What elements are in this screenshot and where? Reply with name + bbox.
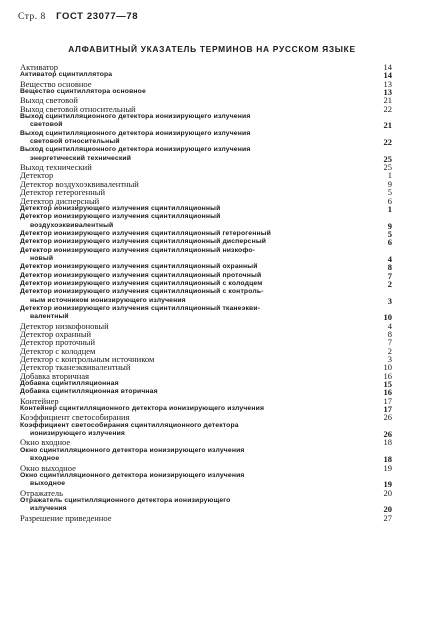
index-entry — [20, 213, 392, 221]
entry-page-number: 6 — [387, 195, 392, 206]
index-entry — [20, 238, 392, 246]
entry-page-number: 20 — [383, 487, 392, 498]
entry-term: Выход световой относительный — [20, 103, 136, 114]
entry-term: Отражатель — [20, 487, 64, 498]
entry-term: Детектор ионизирующего излучения сцинтилляционный проточный — [20, 271, 262, 279]
entry-term: Контейнер — [20, 395, 59, 406]
entry-page-number: 8 — [387, 329, 392, 339]
entry-page-number: 1 — [387, 170, 392, 181]
entry-term: Активатор — [20, 62, 58, 72]
index-entry — [20, 388, 392, 396]
entry-term: Детектор низкофоновый — [20, 320, 109, 331]
index-entry — [20, 472, 392, 480]
entry-page-number: 22 — [383, 137, 392, 148]
entry-page-number: 16 — [383, 370, 392, 381]
index-entry — [20, 305, 392, 313]
entry-term: Активатор сцинтиллятора — [20, 71, 113, 79]
entry-page-number: 26 — [383, 412, 392, 423]
entry-page-number: 20 — [383, 504, 392, 515]
entry-page-number: 27 — [383, 512, 392, 523]
index-entry — [20, 514, 392, 522]
index-entry — [20, 247, 392, 255]
entry-term: Добавка вторичная — [20, 370, 90, 381]
entry-term: Вещество основное — [20, 78, 92, 89]
entry-page-number: 21 — [383, 120, 392, 131]
entry-term: Детектор — [20, 170, 54, 181]
entry-page-number: 7 — [387, 337, 392, 348]
index-title: АЛФАВИТНЫЙ УКАЗАТЕЛЬ ТЕРМИНОВ НА РУССКОМ ЯЗЫКЕ — [68, 44, 356, 54]
entry-page-number: 3 — [387, 295, 392, 306]
entry-term: Детектор ионизирующего излучения сцинтилляционный гетерогенный — [20, 229, 271, 237]
entry-page-number: 1 — [387, 203, 392, 214]
entry-term: Выход технический — [20, 162, 92, 173]
entry-term: Выход сцинтилляционного детектора ионизирующего излучения — [20, 146, 251, 154]
entry-page-number: 9 — [387, 178, 392, 189]
index-entry — [20, 447, 392, 455]
index-entry — [20, 297, 392, 305]
entry-page-number: 2 — [387, 278, 392, 289]
entry-term: Детектор ионизирующего излучения сцинтилляционный тканеэкви- — [20, 304, 261, 312]
entry-page-number: 17 — [383, 404, 392, 415]
index-entry — [20, 130, 392, 138]
entry-page-number: 25 — [383, 162, 392, 173]
index-entry — [20, 372, 392, 380]
entry-term: Детектор гетерогенный — [20, 187, 106, 198]
entry-term: Коэффициент светособирания — [20, 412, 130, 423]
index-entry — [20, 263, 392, 271]
index-entry — [20, 197, 392, 205]
entry-page-number: 2 — [387, 345, 392, 356]
index-entry — [20, 288, 392, 296]
entry-page-number: 25 — [383, 153, 392, 164]
entry-term: Детектор ионизирующего излучения сцинтилляционный — [20, 204, 221, 212]
entry-term: новый — [30, 254, 54, 262]
entry-term: Выход световой — [20, 95, 78, 106]
entry-term: Детектор ионизирующего излучения сцинтилляционный — [20, 213, 221, 221]
index-entry — [20, 413, 392, 421]
entry-term: валентный — [30, 313, 69, 321]
index-entry — [20, 138, 392, 146]
entry-page-number: 13 — [383, 78, 392, 89]
entry-page-number: 10 — [383, 362, 392, 373]
entry-term: Детектор охранный — [20, 329, 92, 339]
entry-page-number: 10 — [383, 312, 392, 323]
entry-term: ионизирующего излучения — [30, 430, 126, 438]
entry-term: Окно выходное — [20, 462, 76, 473]
entry-term: Детектор ионизирующего излучения сцинтилляционный с контроль- — [20, 288, 264, 296]
entry-term: Отражатель сцинтилляционного детектора ионизирующего — [20, 496, 231, 504]
entry-page-number: 18 — [383, 454, 392, 465]
entry-term: световой относительный — [30, 138, 120, 146]
entry-term: энергетический технический — [30, 154, 132, 162]
entry-term: Добавка сцинтилляционная вторичная — [20, 388, 158, 396]
entry-page-number: 22 — [383, 103, 392, 114]
entry-term: Выход сцинтилляционного детектора ионизирующего излучения — [20, 113, 251, 121]
entry-term: Детектор дисперсный — [20, 195, 100, 206]
index-entry — [20, 113, 392, 121]
standard-code: ГОСТ 23077—78 — [56, 11, 139, 22]
entry-term: Детектор ионизирующего излучения сцинтилляционный с колодцем — [20, 279, 263, 287]
entry-term: Добавка сцинтилляционная — [20, 380, 119, 388]
entry-page-number: 19 — [383, 462, 392, 473]
page-number: Стр. 8 — [18, 12, 46, 22]
index-entry — [20, 222, 392, 230]
entry-page-number: 14 — [383, 70, 392, 81]
entry-page-number: 26 — [383, 429, 392, 440]
entry-page-number: 5 — [387, 228, 392, 239]
entry-term: Окно входное — [20, 437, 71, 448]
index-entry — [20, 489, 392, 497]
entry-page-number: 9 — [387, 220, 392, 231]
entry-page-number: 4 — [387, 253, 392, 264]
entry-term: Контейнер сцинтилляционного детектора ионизирующего излучения — [20, 405, 265, 413]
entry-term: входное — [30, 455, 60, 463]
page-header — [18, 11, 138, 22]
entry-page-number: 15 — [383, 379, 392, 390]
index-entry — [20, 272, 392, 280]
index-entry — [20, 205, 392, 213]
entry-term: Детектор проточный — [20, 337, 96, 348]
entry-page-number: 19 — [383, 479, 392, 490]
index-entry — [20, 146, 392, 154]
entry-term: Окно сцинтилляционного детектора ионизирующего излучения — [20, 446, 245, 454]
index-entry — [20, 121, 392, 129]
index-entry — [20, 80, 392, 88]
entry-term: Разрешение приведенное — [20, 512, 112, 523]
entry-term: Детектор тканеэквивалентный — [20, 362, 131, 373]
entry-term: Детектор ионизирующего излучения сцинтилляционный низкофо- — [20, 246, 256, 254]
entry-term: выходное — [30, 480, 66, 488]
entry-page-number: 13 — [383, 87, 392, 98]
term-index-list — [20, 63, 392, 522]
entry-term: излучения — [30, 505, 67, 513]
entry-term: Выход сцинтилляционного детектора ионизирующего излучения — [20, 129, 251, 137]
entry-page-number: 3 — [387, 354, 392, 365]
entry-page-number: 4 — [387, 320, 392, 331]
entry-page-number: 7 — [387, 270, 392, 281]
index-entry — [20, 497, 392, 505]
entry-term: Детектор воздухоэквивалентный — [20, 178, 139, 189]
index-entry — [20, 105, 392, 113]
entry-term: Коэффициент светособирания сцинтилляционного детектора — [20, 421, 239, 429]
index-entry — [20, 464, 392, 472]
entry-page-number: 8 — [387, 262, 392, 273]
index-entry — [20, 397, 392, 405]
entry-page-number: 18 — [383, 437, 392, 448]
entry-term: Детектор с колодцем — [20, 345, 96, 356]
entry-page-number: 5 — [387, 187, 392, 198]
entry-term: ным источником ионизирующего излучения — [30, 296, 186, 304]
index-entry — [20, 63, 392, 71]
index-entry — [20, 480, 392, 488]
entry-page-number: 17 — [383, 395, 392, 406]
index-entry — [20, 230, 392, 238]
entry-page-number: 16 — [383, 387, 392, 398]
entry-term: Окно сцинтилляционного детектора ионизирующего излучения — [20, 471, 245, 479]
entry-term: Детектор с контрольным источником — [20, 354, 155, 365]
entry-page-number: 21 — [383, 95, 392, 106]
entry-term: воздухоэквивалентный — [30, 221, 114, 229]
index-entry — [20, 422, 392, 430]
entry-term: Детектор ионизирующего излучения сцинтилляционный охранный — [20, 263, 258, 271]
entry-page-number: 6 — [387, 237, 392, 248]
entry-term: Детектор ионизирующего излучения сцинтилляционный дисперсный — [20, 238, 267, 246]
entry-term: Вещество сцинтиллятора основное — [20, 88, 146, 96]
index-entry — [20, 255, 392, 263]
entry-page-number: 14 — [383, 62, 392, 72]
entry-term: световой — [30, 121, 63, 129]
index-entry — [20, 163, 392, 171]
index-entry — [20, 438, 392, 446]
index-entry — [20, 430, 392, 438]
